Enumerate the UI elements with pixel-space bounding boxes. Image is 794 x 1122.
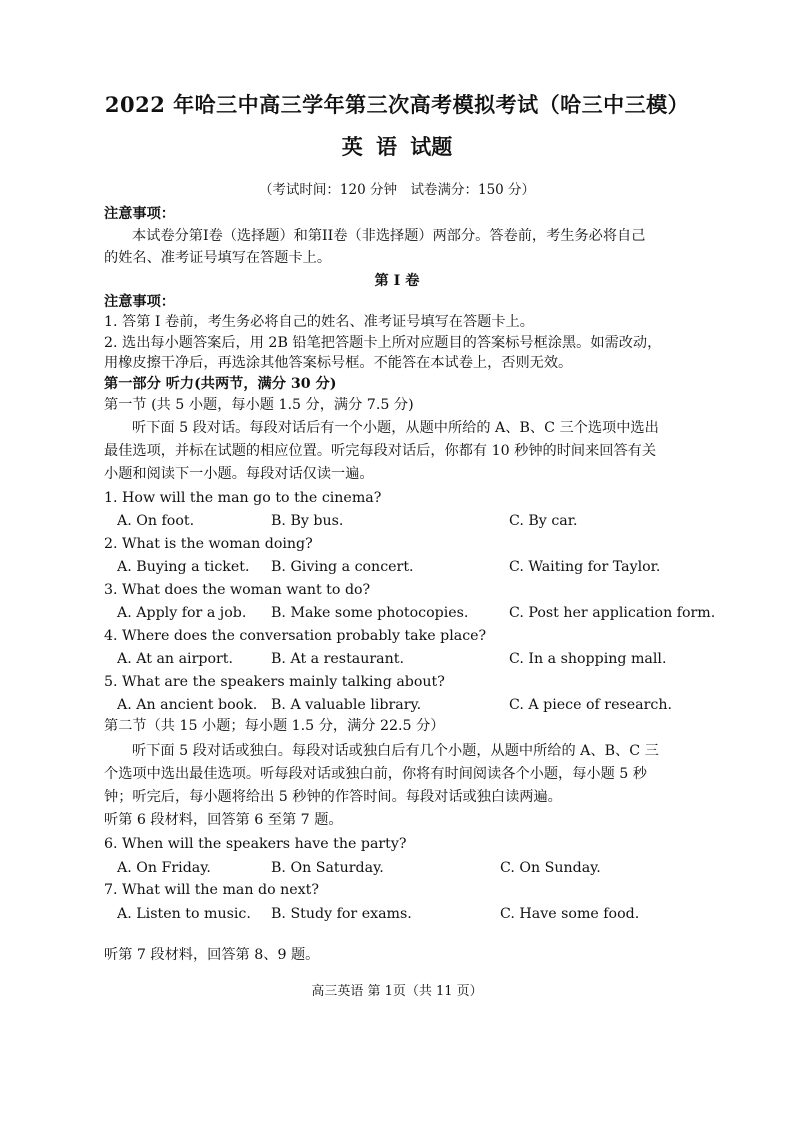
- option-a: A. An ancient book.: [117, 697, 258, 713]
- option-c: C. By car.: [509, 513, 578, 529]
- material-instruction: 听第 7 段材料，回答第 8、9 题。: [104, 947, 320, 963]
- option-a: A. At an airport.: [117, 651, 233, 667]
- volume-note: 1. 答第 I 卷前，考生务必将自己的姓名、准考证号填写在答题卡上。: [104, 314, 534, 330]
- option-b: B. Make some photocopies.: [271, 605, 469, 621]
- section-instruction: 钟；听完后，每小题将给出 5 秒钟的作答时间。每段对话或独白读两遍。: [104, 789, 562, 805]
- question-stem: 4. Where does the conversation probably take place?: [104, 628, 487, 644]
- question-stem: 5. What are the speakers mainly talking about?: [104, 674, 445, 690]
- section-heading: 第一节 (共 5 小题，每小题 1.5 分，满分 7.5 分): [104, 397, 414, 413]
- part-heading: 第一部分 听力(共两节，满分 30 分): [104, 376, 337, 392]
- volume-notice-heading: 注意事项：: [104, 294, 175, 310]
- section-instruction: 听下面 5 段对话或独白。每段对话或独白后有几个小题，从题中所给的 A、B、C 三: [132, 743, 659, 759]
- volume-note: 用橡皮擦干净后，再选涂其他答案标号框。不能答在本试卷上，否则无效。: [104, 355, 573, 371]
- option-b: B. Giving a concert.: [271, 559, 414, 575]
- option-b: B. Study for exams.: [271, 906, 412, 922]
- section-instruction: 听下面 5 段对话。每段对话后有一个小题，从题中所给的 A、B、C 三个选项中选出: [132, 420, 659, 436]
- option-a: A. Buying a ticket.: [117, 559, 250, 575]
- volume-note: 2. 选出每小题答案后，用 2B 铅笔把答题卡上所对应题目的答案标号框涂黑。如需改动，: [104, 335, 662, 351]
- page-footer: 高三英语 第 1页（共 11 页）: [311, 984, 483, 999]
- option-c: C. Post her application form.: [509, 605, 716, 621]
- option-b: B. By bus.: [271, 513, 344, 529]
- notice-heading: 注意事项：: [104, 206, 175, 222]
- question-stem: 6. When will the speakers have the party?: [104, 836, 407, 852]
- option-a: A. Listen to music.: [117, 906, 251, 922]
- exam-title: 2022 年哈三中高三学年第三次高考模拟考试（哈三中三模）: [104, 92, 690, 117]
- notice-text-line: 本试卷分第I卷（选择题）和第II卷（非选择题）两部分。答卷前，考生务必将自己: [132, 228, 646, 244]
- option-a: A. Apply for a job.: [117, 605, 247, 621]
- notice-text-line: 的姓名、准考证号填写在答题卡上。: [104, 250, 332, 266]
- exam-subtitle: 英 语 试题: [341, 134, 453, 159]
- option-b: B. On Saturday.: [271, 860, 384, 876]
- material-instruction: 听第 6 段材料，回答第 6 至第 7 题。: [104, 812, 343, 828]
- option-b: B. At a restaurant.: [271, 651, 404, 667]
- volume-heading: 第 I 卷: [374, 273, 420, 289]
- option-c: C. A piece of research.: [509, 697, 672, 713]
- question-stem: 7. What will the man do next?: [104, 882, 319, 898]
- section-instruction: 最佳选项，并标在试题的相应位置。听完每段对话后，你都有 10 秒钟的时间来回答有关: [104, 443, 657, 459]
- option-c: C. Have some food.: [500, 906, 640, 922]
- option-a: A. On Friday.: [117, 860, 211, 876]
- section-heading: 第二节（共 15 小题；每小题 1.5 分，满分 22.5 分）: [104, 718, 445, 734]
- exam-info: （考试时间：120 分钟 试卷满分：150 分）: [258, 182, 536, 198]
- section-instruction: 个选项中选出最佳选项。听每段对话或独白前，你将有时间阅读各个小题，每小题 5 秒: [104, 766, 647, 782]
- option-a: A. On foot.: [117, 513, 195, 529]
- option-c: C. On Sunday.: [500, 860, 601, 876]
- option-c: C. Waiting for Taylor.: [509, 559, 661, 575]
- option-c: C. In a shopping mall.: [509, 651, 667, 667]
- question-stem: 3. What does the woman want to do?: [104, 582, 371, 598]
- option-b: B. A valuable library.: [271, 697, 422, 713]
- question-stem: 2. What is the woman doing?: [104, 536, 313, 552]
- section-instruction: 小题和阅读下一小题。每段对话仅读一遍。: [104, 466, 374, 482]
- question-stem: 1. How will the man go to the cinema?: [104, 490, 382, 506]
